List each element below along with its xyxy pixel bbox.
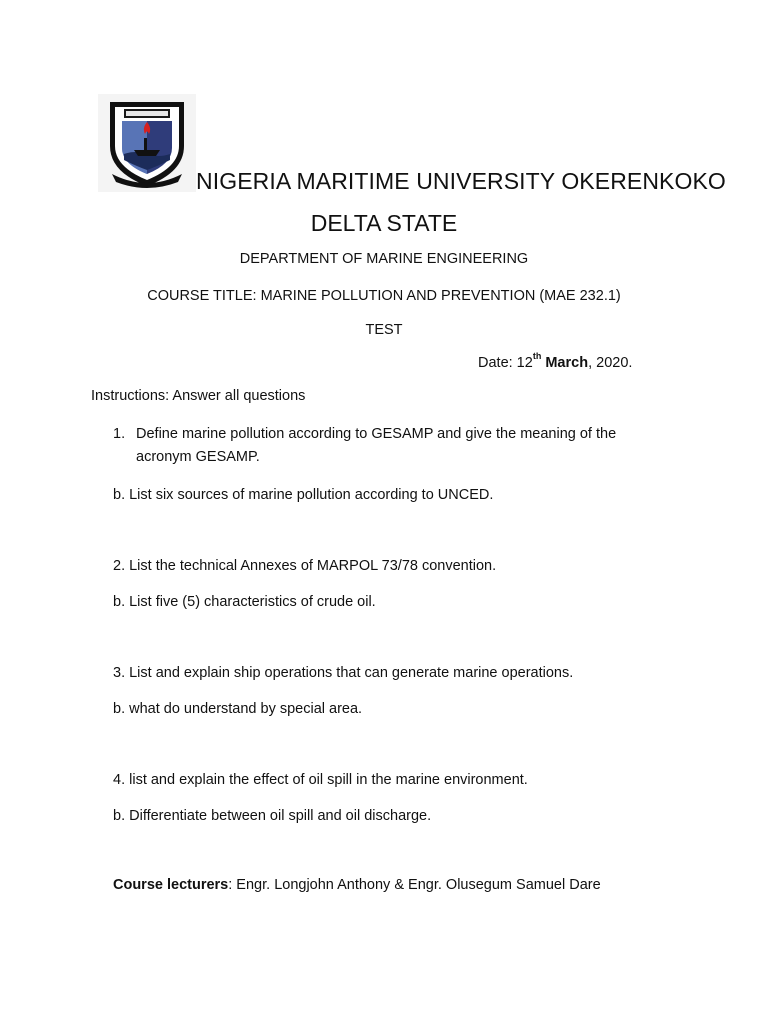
university-name-line1: NIGERIA MARITIME UNIVERSITY OKERENKOKO <box>196 168 726 194</box>
department-heading: DEPARTMENT OF MARINE ENGINEERING <box>239 251 529 267</box>
question-2b: b. List five (5) characteristics of crude oil. <box>113 594 376 610</box>
course-lecturers-names: : Engr. Longjohn Anthony & Engr. Olusegum Samuel Dare <box>228 877 601 893</box>
course-lecturers <box>113 877 601 893</box>
question-1 <box>113 423 616 469</box>
question-2: 2. List the technical Annexes of MARPOL 73/78 convention. <box>113 558 497 574</box>
course-title: COURSE TITLE: MARINE POLLUTION AND PREVENTION (MAE 232.1) <box>147 288 621 304</box>
date-month: March <box>541 354 589 371</box>
course-lecturers-label: Course lecturers <box>113 877 229 893</box>
university-crest-icon <box>98 94 196 192</box>
question-4: 4. list and explain the effect of oil spill in the marine environment. <box>113 772 528 788</box>
question-4b: b. Differentiate between oil spill and oil discharge. <box>113 808 432 824</box>
date-prefix: Date: 12 <box>478 354 533 371</box>
question-1-text-line2: acronym GESAMP. <box>136 449 260 465</box>
test-date <box>478 353 632 371</box>
test-heading: TEST <box>365 322 403 338</box>
question-3b: b. what do understand by special area. <box>113 701 363 717</box>
instructions: Instructions: Answer all questions <box>91 388 306 404</box>
question-3: 3. List and explain ship operations that can generate marine operations. <box>113 665 574 681</box>
university-name-line2: DELTA STATE <box>310 210 458 236</box>
date-superscript: th <box>532 351 542 361</box>
question-1b: b. List six sources of marine pollution according to UNCED. <box>113 487 494 503</box>
date-suffix: , 2020. <box>588 354 633 371</box>
question-1-text-line1: Define marine pollution according to GESAMP and give the meaning of the <box>136 426 617 442</box>
question-1-number: 1. <box>113 426 126 442</box>
